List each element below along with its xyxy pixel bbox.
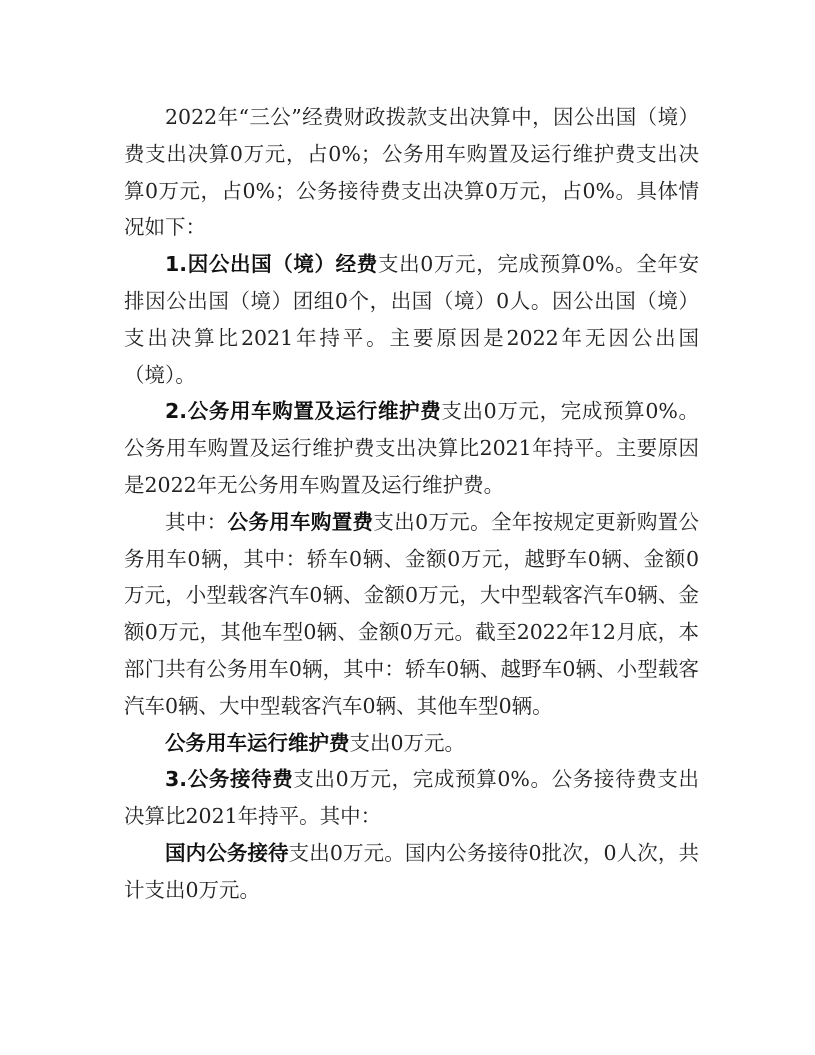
vehicle-costs-text: 支出0万元，完成预算0%。公务用车购置及运行维护费支出决算比2021年持平。主要原因是2022年无公务用车购置及运行维护费。: [124, 399, 699, 497]
paragraph-overseas-travel: [124, 246, 699, 393]
overseas-travel-heading: 1.因公出国（境）经费: [165, 252, 378, 277]
vehicle-operation-text: 支出0万元。: [349, 730, 466, 755]
paragraph-vehicle-operation: [124, 725, 699, 762]
document-body: [124, 99, 699, 909]
vehicle-purchase-text: 支出0万元。全年按规定更新购置公务用车0辆，其中：轿车0辆、金额0万元，越野车0辆、金额0万元，小型载客汽车0辆、金额0万元，大中型载客汽车0辆、金额0万元，其他车型0辆、金额0万元。截至2022年12月底，本部门共有公务用车0辆，其中：轿车0辆、越野车0辆、小型载客汽车0辆、大中型载客汽车0辆、其他车型0辆。: [124, 509, 700, 718]
paragraph-vehicle-purchase: [124, 504, 699, 725]
vehicle-purchase-prefix: 其中：: [165, 509, 228, 534]
paragraph-vehicle-costs: [124, 393, 699, 503]
domestic-reception-heading: 国内公务接待: [165, 840, 289, 865]
paragraph-domestic-reception: [124, 835, 699, 909]
vehicle-operation-heading: 公务用车运行维护费: [165, 730, 350, 755]
reception-text: 支出0万元，完成预算0%。公务接待费支出决算比2021年持平。其中：: [124, 767, 699, 829]
vehicle-purchase-heading: 公务用车购置费: [227, 509, 374, 534]
domestic-reception-text: 支出0万元。国内公务接待0批次，0人次，共计支出0万元。: [124, 840, 699, 902]
reception-heading: 3.公务接待费: [165, 767, 294, 792]
paragraph-reception: [124, 761, 699, 835]
paragraph-summary: [124, 99, 699, 246]
vehicle-costs-heading: 2.公务用车购置及运行维护费: [165, 399, 442, 424]
summary-text: 2022年“三公”经费财政拨款支出决算中，因公出国（境）费支出决算0万元，占0%；公务用车购置及运行维护费支出决算0万元，占0%；公务接待费支出决算0万元，占0%。具体情况如下：: [124, 105, 699, 240]
overseas-travel-text: 支出0万元，完成预算0%。全年安排因公出国（境）团组0个，出国（境）0人。因公出国（境）支出决算比2021年持平。主要原因是2022年无因公出国（境）。: [124, 252, 699, 387]
